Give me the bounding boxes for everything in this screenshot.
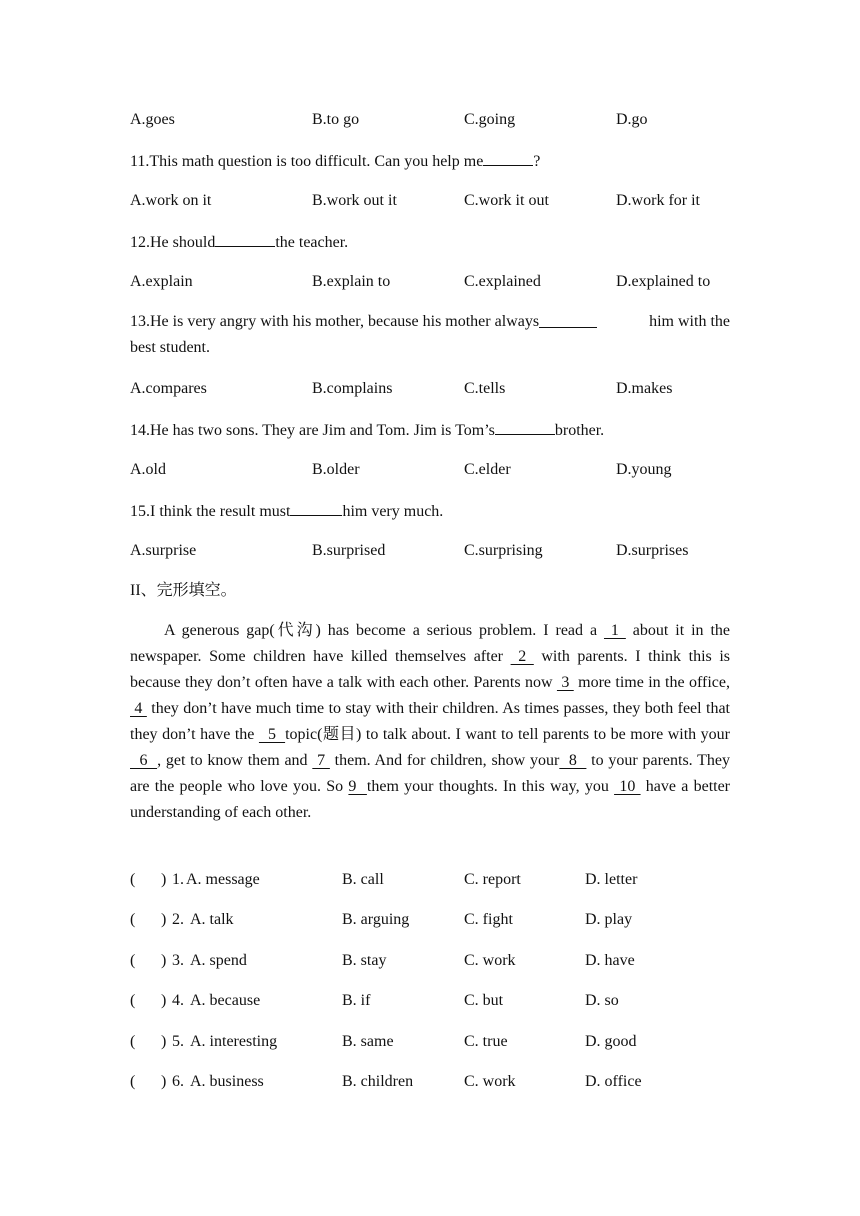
answer-paren-close: ) <box>161 871 167 888</box>
section-title: II、完形填空。 <box>130 582 237 599</box>
item-number: 2. <box>172 911 184 928</box>
cloze-option-b: B. stay <box>342 952 387 969</box>
cloze-option-c: C. work <box>464 1073 516 1090</box>
item-number: 5. <box>172 1033 184 1050</box>
q10-option-d: D.go <box>616 111 648 128</box>
cloze-passage <box>130 618 730 826</box>
q10-option-a: A.goes <box>130 111 175 128</box>
q13-question-line2: best student. <box>130 339 210 356</box>
cloze-item <box>0 910 860 930</box>
q15-option-b: B.surprised <box>312 542 386 559</box>
q13-option-a: A.compares <box>130 380 207 397</box>
cloze-item <box>0 951 860 971</box>
answer-paren-open: ( <box>130 871 136 888</box>
passage-text: topic(题目) to talk about. I want to tell parents to be more with your <box>285 726 731 743</box>
q15-blank <box>290 500 342 516</box>
q12-text: 12.He should <box>130 234 216 251</box>
passage-blank-7: 7 <box>312 752 330 769</box>
q11-blank <box>483 150 533 166</box>
q11-text-after: ? <box>533 153 541 170</box>
item-number: 1. <box>172 871 184 888</box>
cloze-option-c: C. fight <box>464 911 513 928</box>
cloze-option-b: B. same <box>342 1033 394 1050</box>
passage-text: with parents. I think this is because they don’t often have a talk with each other. Parents now <box>130 648 730 691</box>
q11-option-b: B.work out it <box>312 192 397 209</box>
cloze-option-a: A. business <box>190 1073 264 1090</box>
q11-option-c: C.work it out <box>464 192 549 209</box>
q14-option-b: B.older <box>312 461 360 478</box>
q12-option-b: B.explain to <box>312 273 391 290</box>
answer-paren-open: ( <box>130 1073 136 1090</box>
cloze-item <box>0 1072 860 1092</box>
answer-paren-close: ) <box>161 911 167 928</box>
q14-option-d: D.young <box>616 461 672 478</box>
cloze-option-d: D. play <box>585 911 633 928</box>
q10-option-b: B.to go <box>312 111 360 128</box>
q12-question <box>130 231 348 253</box>
q14-option-c: C.elder <box>464 461 511 478</box>
answer-paren-open: ( <box>130 992 136 1009</box>
passage-text: A generous gap(代沟) has become a serious problem. I read a <box>164 622 604 639</box>
q13-question <box>130 312 730 332</box>
q10-option-c: C.going <box>464 111 516 128</box>
answer-paren-close: ) <box>161 952 167 969</box>
q15-option-a: A.surprise <box>130 542 197 559</box>
cloze-item <box>0 991 860 1011</box>
cloze-option-c: C. but <box>464 992 504 1009</box>
cloze-option-c: C. true <box>464 1033 508 1050</box>
q11-options <box>0 191 860 211</box>
cloze-option-b: B. call <box>342 871 384 888</box>
cloze-option-b: B. children <box>342 1073 414 1090</box>
answer-paren-open: ( <box>130 952 136 969</box>
passage-blank-1: 1 <box>603 622 626 639</box>
cloze-option-c: C. work <box>464 952 516 969</box>
q15-option-d: D.surprises <box>616 542 689 559</box>
q10-options <box>0 110 860 130</box>
cloze-item <box>0 1032 860 1052</box>
cloze-option-d: D. good <box>585 1033 637 1050</box>
q15-option-c: C.surprising <box>464 542 543 559</box>
cloze-option-a: A. spend <box>190 952 247 969</box>
passage-blank-6: 6 <box>130 752 158 769</box>
passage-text: they don’t have much time to stay with their children. As times passes, they both feel that they don’t have the <box>130 700 731 743</box>
q13-options <box>0 379 860 399</box>
item-number: 3. <box>172 952 184 969</box>
q11-option-a: A.work on it <box>130 192 212 209</box>
q11-question <box>130 150 540 172</box>
q12-option-a: A.explain <box>130 273 193 290</box>
passage-blank-4: 4 <box>130 700 147 717</box>
passage-text: them your thoughts. In this way, you <box>366 778 615 795</box>
q12-option-c: C.explained <box>464 273 541 290</box>
q13-text: 13.He is very angry with his mother, because his mother always <box>130 313 540 330</box>
cloze-option-b: B. if <box>342 992 371 1009</box>
q14-text: 14.He has two sons. They are Jim and Tom. Jim is Tom’s <box>130 422 495 439</box>
cloze-option-d: D. letter <box>585 871 638 888</box>
q15-question <box>130 500 443 522</box>
cloze-item <box>0 870 860 890</box>
q15-text: 15.I think the result must <box>130 503 291 520</box>
q13-option-c: C.tells <box>464 380 506 397</box>
cloze-option-a: A. because <box>190 992 261 1009</box>
answer-paren-close: ) <box>161 1033 167 1050</box>
cloze-option-a: A. message <box>186 871 260 888</box>
answer-paren-open: ( <box>130 1033 136 1050</box>
cloze-option-b: B. arguing <box>342 911 410 928</box>
passage-blank-8: 8 <box>559 752 587 769</box>
q12-text-after: the teacher. <box>275 234 349 251</box>
passage-text: them. And for children, show your <box>329 752 560 769</box>
q15-text-after: him very much. <box>342 503 444 520</box>
q14-option-a: A.old <box>130 461 166 478</box>
passage-blank-5: 5 <box>258 726 286 743</box>
q15-options <box>0 541 860 561</box>
q14-text-after: brother. <box>554 422 605 439</box>
q14-options <box>0 460 860 480</box>
q13-option-b: B.complains <box>312 380 393 397</box>
passage-blank-10: 10 <box>614 778 641 795</box>
passage-text: to your parents. They are the people who love you. So <box>130 752 731 795</box>
q11-option-d: D.work for it <box>616 192 700 209</box>
q12-option-d: D.explained to <box>616 273 711 290</box>
q13-text-after: him with the <box>649 313 730 330</box>
q14-question <box>130 419 604 441</box>
passage-text: about it in the newspaper. Some children have killed themselves after <box>130 622 730 665</box>
passage-blank-9: 9 <box>348 778 367 795</box>
q14-blank <box>495 419 555 435</box>
q12-options <box>0 272 860 292</box>
cloze-option-d: D. have <box>585 952 635 969</box>
answer-paren-open: ( <box>130 911 136 928</box>
item-number: 4. <box>172 992 184 1009</box>
answer-paren-close: ) <box>161 992 167 1009</box>
passage-blank-3: 3 <box>556 674 574 691</box>
cloze-option-d: D. office <box>585 1073 642 1090</box>
item-number: 6. <box>172 1073 184 1090</box>
cloze-option-a: A. talk <box>190 911 234 928</box>
passage-blank-2: 2 <box>510 648 534 665</box>
answer-paren-close: ) <box>161 1073 167 1090</box>
cloze-option-d: D. so <box>585 992 619 1009</box>
passage-text: more time in the office, <box>573 674 731 691</box>
q13-blank <box>539 312 597 328</box>
passage-text: , get to know them and <box>157 752 313 769</box>
cloze-option-c: C. report <box>464 871 521 888</box>
q12-blank <box>215 231 275 247</box>
q13-option-d: D.makes <box>616 380 673 397</box>
passage-text: have a better understanding of each other. <box>130 778 731 821</box>
cloze-option-a: A. interesting <box>190 1033 278 1050</box>
q11-text: 11.This math question is too difficult. Can you help me <box>130 153 484 170</box>
